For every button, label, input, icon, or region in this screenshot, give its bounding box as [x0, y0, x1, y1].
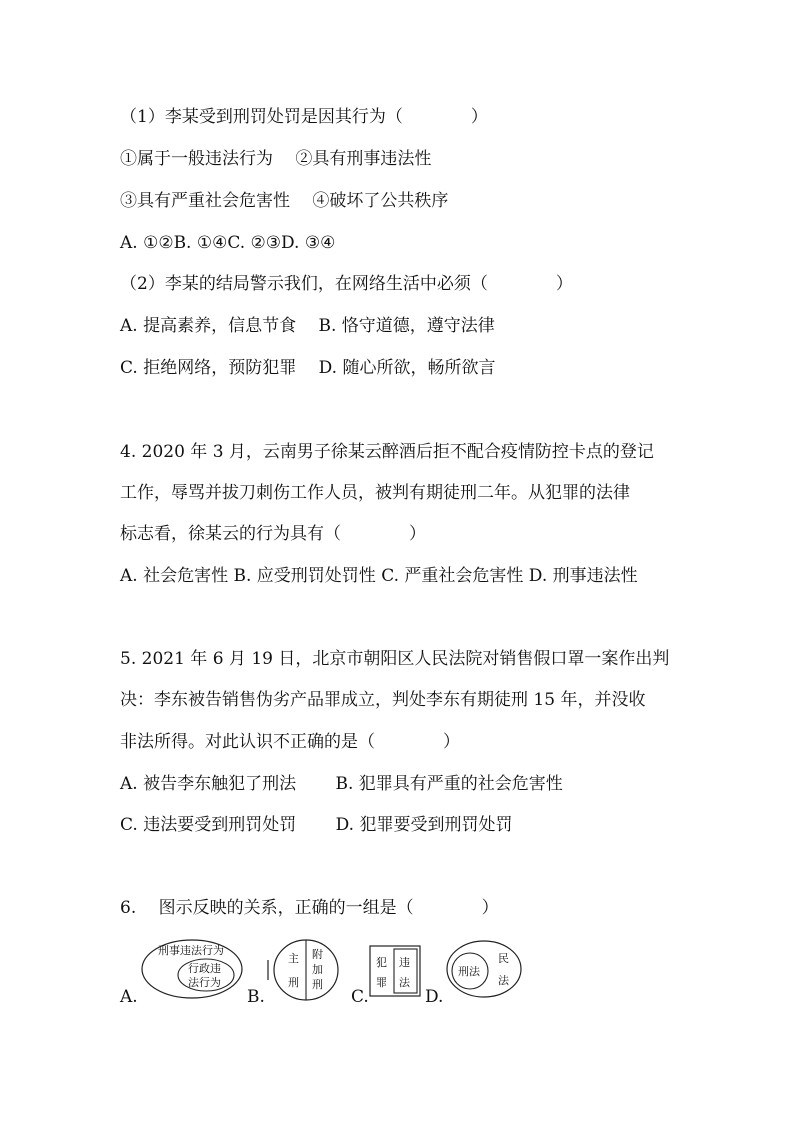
fig-d-outer-2: 法 — [498, 974, 509, 987]
q3-sub1-options-row1: ①属于一般违法行为 ②具有刑事违法性 — [120, 149, 432, 169]
q6-label-a: A. — [120, 987, 138, 1007]
fig-c-left-2: 罪 — [376, 976, 387, 989]
fig-b-right-1: 附 — [312, 948, 323, 961]
q3-sub2-stem: （2）李某的结局警示我们，在网络生活中必须（ ） — [120, 274, 573, 294]
q4-line1: 4. 2020 年 3 月，云南男子徐某云醉酒后拒不配合疫情防控卡点的登记 — [120, 442, 654, 462]
q4-choices: A. 社会危害性 B. 应受刑罚处罚性 C. 严重社会危害性 D. 刑事违法性 — [120, 566, 638, 586]
fig-b-left-2: 刑 — [288, 976, 299, 989]
q5-line1: 5. 2021 年 6 月 19 日，北京市朝阳区人民法院对销售假口罩一案作出判 — [120, 649, 670, 669]
fig-a-outer-label: 刑事违法行为 — [158, 944, 224, 957]
fig-c-right-1: 违 — [399, 956, 410, 969]
fig-c-left-1: 犯 — [376, 956, 387, 969]
q5-options-row1: A. 被告李东触犯了刑法 B. 犯罪具有严重的社会危害性 — [120, 774, 563, 794]
q3-sub2-options-row1: A. 提高素养，信息节食 B. 恪守道德，遵守法律 — [120, 316, 495, 336]
q3-sub1-stem: （1）李某受到刑罚处罚是因其行为（ ） — [120, 107, 488, 127]
q6-figure-b — [264, 938, 344, 1002]
q6-label-b: B. — [247, 987, 265, 1007]
q4-line2: 工作，辱骂并拔刀刺伤工作人员，被判有期徒刑二年。从犯罪的法律 — [120, 483, 630, 503]
q4-line3: 标志看，徐某云的行为具有（ ） — [120, 524, 426, 544]
fig-d-outer-1: 民 — [498, 952, 509, 965]
q5-options-row2: C. 违法要受到刑罚处罚 D. 犯罪要受到刑罚处罚 — [120, 815, 513, 835]
fig-c-right-2: 法 — [399, 976, 410, 989]
q6-figure-a — [140, 938, 244, 1000]
q3-sub2-options-row2: C. 拒绝网络，预防犯罪 D. 随心所欲，畅所欲言 — [120, 358, 496, 378]
q3-sub1-choices: A. ①②B. ①④C. ②③D. ③④ — [120, 233, 336, 253]
fig-a-inner-label-2: 法行为 — [188, 976, 221, 989]
q5-line3: 非法所得。对此认识不正确的是（ ） — [120, 732, 460, 752]
fig-b-left-1: 主 — [288, 952, 299, 965]
q6-stem: 6. 图示反映的关系，正确的一组是（ ） — [120, 898, 499, 918]
fig-d-inner-label: 刑法 — [458, 965, 480, 978]
fig-b-right-2: 加 — [312, 963, 323, 976]
fig-b-right-3: 刑 — [312, 978, 323, 991]
q6-figure-c — [368, 944, 422, 998]
q5-line2: 决：李东被告销售伪劣产品罪成立，判处李东有期徒刑 15 年，并没收 — [120, 690, 646, 710]
q3-sub1-options-row2: ③具有严重社会危害性 ④破坏了公共秩序 — [120, 191, 449, 211]
fig-a-inner-label-1: 行政违 — [188, 962, 221, 975]
q6-figure-d — [444, 938, 524, 1000]
q6-label-c: C. — [351, 987, 369, 1007]
q6-label-d: D. — [425, 987, 444, 1007]
